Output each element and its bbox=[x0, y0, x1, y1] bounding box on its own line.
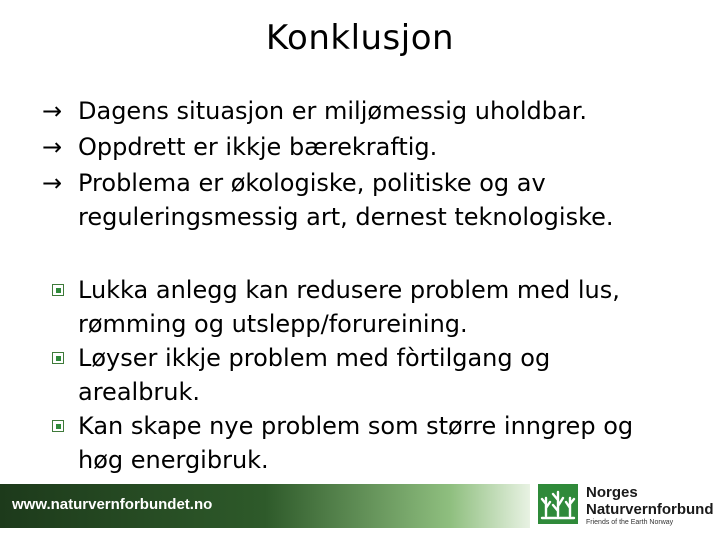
square-bullet-icon bbox=[52, 352, 64, 364]
slide-title: Konklusjon bbox=[265, 18, 455, 58]
box-point-text-line-2: rømming og utslepp/forureining. bbox=[78, 310, 468, 338]
footer bbox=[0, 480, 720, 540]
arrow-point-text-line-2: reguleringsmessig art, dernest teknologiske. bbox=[78, 203, 614, 231]
square-bullet-icon bbox=[52, 420, 64, 432]
arrow-icon: → bbox=[42, 169, 63, 197]
logo-wordmark bbox=[586, 484, 714, 527]
arrow-point-text: Oppdrett er ikkje bærekraftig. bbox=[78, 133, 438, 161]
box-point-text-line-1: Løyser ikkje problem med fòrtilgang og bbox=[78, 344, 551, 372]
logo-line-norges: Norges bbox=[586, 484, 638, 501]
arrow-point-text: Dagens situasjon er miljømessig uholdbar. bbox=[78, 97, 587, 125]
arrow-point-text-line-1: Problema er økologiske, politiske og av bbox=[78, 169, 546, 197]
box-point-text-line-1: Kan skape nye problem som større inngrep og bbox=[78, 412, 634, 440]
footer-band bbox=[0, 484, 530, 528]
logo-line-naturvernforbund: Naturvernforbund bbox=[586, 501, 714, 518]
square-bullet-icon bbox=[52, 284, 64, 296]
box-point-text-line-2: høg energibruk. bbox=[78, 446, 269, 474]
logo-tagline: Friends of the Earth Norway bbox=[586, 519, 674, 526]
arrow-icon: → bbox=[42, 133, 63, 161]
box-point-text-line-2: arealbruk. bbox=[78, 378, 201, 406]
box-point-text-line-1: Lukka anlegg kan redusere problem med lus, bbox=[78, 276, 620, 304]
arrow-icon: → bbox=[42, 97, 63, 125]
footer-url-link[interactable]: www.naturvernforbundet.no bbox=[12, 496, 213, 513]
naturvernforbund-logo-icon bbox=[538, 484, 578, 524]
